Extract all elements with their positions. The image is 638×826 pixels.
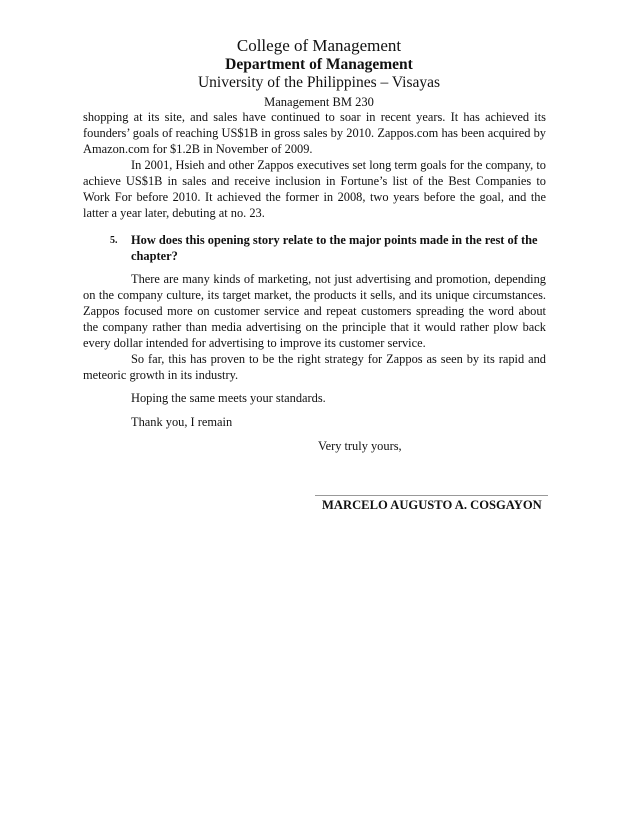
- paragraph-strategy: So far, this has proven to be the right strategy for Zappos as seen by its rapid and meteoric growth in its industry.: [83, 352, 546, 382]
- paragraph-marketing: There are many kinds of marketing, not just advertising and promotion, depending on the company culture, its target market, the products it sells, and its unique circumstances. Zappos focused more on customer service and repeat customers spreading the word about the company rather than media advertising on the principle that it would rather plow back every dollar intended for advertising to improve its customer service.: [83, 272, 546, 350]
- college-heading: College of Management: [236, 36, 402, 55]
- signatory-name: MARCELO AUGUSTO A. COSGAYON: [322, 498, 542, 512]
- university-heading: University of the Philippines – Visayas: [197, 74, 441, 91]
- course-heading: Management BM 230: [264, 95, 374, 109]
- intro-text: [83, 109, 546, 221]
- signature-line: [315, 495, 548, 496]
- closing-hope: Hoping the same meets your standards.: [131, 391, 326, 405]
- department-heading: Department of Management: [225, 56, 413, 73]
- answer-text: [83, 271, 546, 383]
- paragraph-zappos-goals: In 2001, Hsieh and other Zappos executives set long term goals for the company, to achieve US$1B in sales and receive inclusion in Fortune’s list of the Best Companies to Work For before 2010. It achieved the former in 2008, two years before the goal, and the latter a year later, debuting at no. 23.: [83, 158, 546, 220]
- closing-thanks: Thank you, I remain: [131, 415, 233, 429]
- question-number: 5.: [110, 235, 118, 246]
- question-text: How does this opening story relate to the major points made in the rest of the chapter?: [131, 233, 538, 263]
- valediction: Very truly yours,: [318, 439, 402, 453]
- paragraph-zappos-sales: shopping at its site, and sales have continued to soar in recent years. It has achieved its founders’ goals of reaching US$1B in gross sales by 2010. Zappos.com has been acquired by Amazon.com for $1.2B in November of 2009.: [83, 110, 546, 156]
